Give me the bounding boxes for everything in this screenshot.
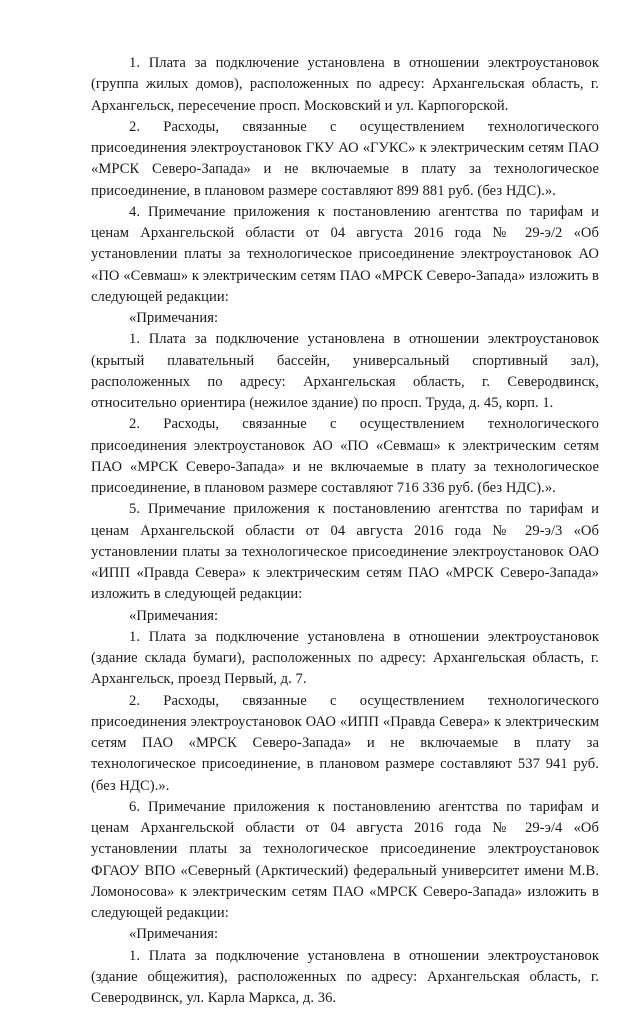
paragraph-8: «Примечания:	[91, 606, 599, 627]
paragraph-13: 1. Плата за подключение установлена в отношении электроустановок (здание общежития), расположенных по адресу: Архангельская область, г. Северодвинск, ул. Карла Маркса, д. 36.	[91, 946, 599, 1009]
paragraph-1: 1. Плата за подключение установлена в отношении электроустановок (группа жилых домов), расположенных по адресу: Архангельская область, г. Архангельск, пересечение просп. Московский и ул. Карпогорской.	[91, 53, 599, 117]
paragraph-7: 5. Примечание приложения к постановлению агентства по тарифам и ценам Архангельской области от 04 августа 2016 года № 29-э/3 «Об установлении платы за технологическое присоединение электроустановок ОАО «ИПП «Правда Севера» к электрическим сетям ПАО «МРСК Северо-Запада» изложить в следующей редакции:	[91, 499, 599, 605]
paragraph-9: 1. Плата за подключение установлена в отношении электроустановок (здание склада бумаги), расположенных по адресу: Архангельская область, г. Архангельск, проезд Первый, д. 7.	[91, 627, 599, 691]
paragraph-2: 2. Расходы, связанные с осуществлением технологического присоединения электроустановок ГКУ АО «ГУКС» к электрическим сетям ПАО «МРСК Северо-Запада» и не включаемые в плату за технологическое присоединение, в плановом размере составляют 899 881 руб. (без НДС).».	[91, 117, 599, 202]
paragraph-11: 6. Примечание приложения к постановлению агентства по тарифам и ценам Архангельской области от 04 августа 2016 года № 29-э/4 «Об установлении платы за технологическое присоединение электроустановок ФГАОУ ВПО «Северный (Арктический) федеральный университет имени М.В. Ломоносова» к электрическим сетям ПАО «МРСК Северо-Запада» изложить в следующей редакции:	[91, 797, 599, 925]
paragraph-12: «Примечания:	[91, 924, 599, 945]
document-page	[91, 53, 599, 1009]
paragraph-5: 1. Плата за подключение установлена в отношении электроустановок (крытый плавательный бассейн, универсальный спортивный зал), расположенных по адресу: Архангельская область, г. Северодвинск, относительно ориентира (нежилое здание) по просп. Труда, д. 45, корп. 1.	[91, 329, 599, 414]
paragraph-10: 2. Расходы, связанные с осуществлением технологического присоединения электроустановок ОАО «ИПП «Правда Севера» к электрическим сетям ПАО «МРСК Северо-Запада» и не включаемые в плату за технологическое присоединение, в плановом размере составляют 537 941 руб. (без НДС).».	[91, 691, 599, 797]
paragraph-4: «Примечания:	[91, 308, 599, 329]
paragraph-3: 4. Примечание приложения к постановлению агентства по тарифам и ценам Архангельской области от 04 августа 2016 года № 29-э/2 «Об установлении платы за технологическое присоединение электроустановок АО «ПО «Севмаш» к электрическим сетям ПАО «МРСК Северо-Запада» изложить в следующей редакции:	[91, 202, 599, 308]
paragraph-6: 2. Расходы, связанные с осуществлением технологического присоединения электроустановок АО «ПО «Севмаш» к электрическим сетям ПАО «МРСК Северо-Запада» и не включаемые в плату за технологическое присоединение, в плановом размере составляют 716 336 руб. (без НДС).».	[91, 414, 599, 499]
